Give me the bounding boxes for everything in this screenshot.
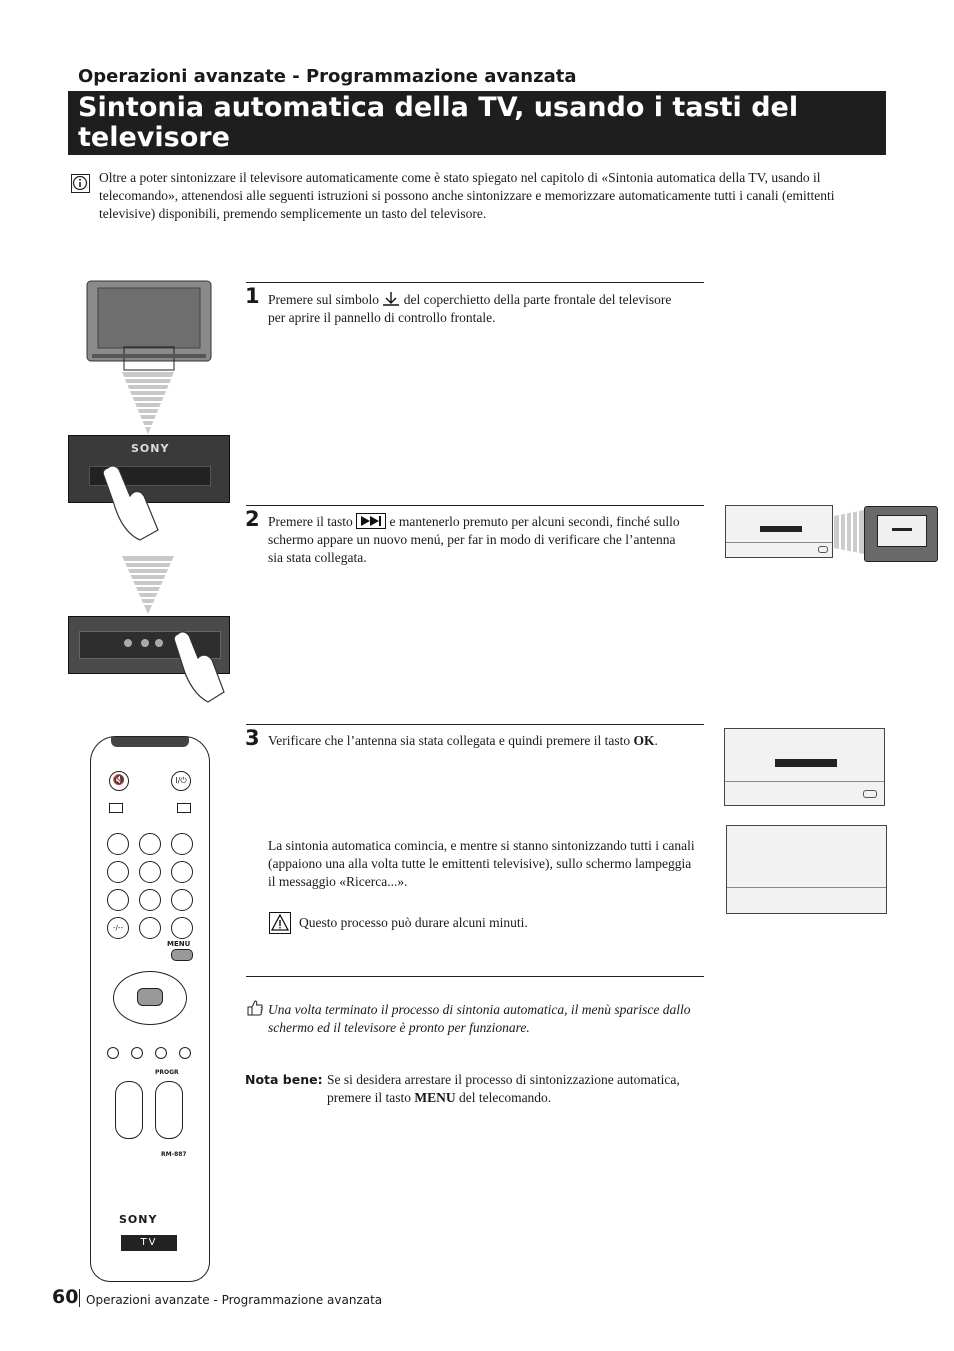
page-number: 60: [52, 1286, 79, 1308]
menu-button[interactable]: [171, 949, 193, 961]
footer-text: Operazioni avanzate - Programmazione avanzata: [86, 1293, 383, 1307]
tv-brand-logo: SONY: [131, 442, 170, 455]
joystick[interactable]: [113, 971, 187, 1025]
input-icon[interactable]: [177, 803, 191, 813]
power-button[interactable]: I/⏻: [171, 771, 191, 791]
fast-forward-icon: [356, 513, 386, 529]
step-2-text-before: Premere il tasto: [268, 514, 353, 529]
num-button[interactable]: [171, 833, 193, 855]
thumbs-up-icon: [246, 999, 264, 1017]
step-number: 2: [245, 507, 260, 531]
intro-paragraph: Oltre a poter sintonizzare il televisore automaticamente come è stato spiegato nel capitolo di «Sintonia automatica della TV, usando il telecomando», attenendosi alle seguenti istruzioni si possono anche sintonizzare e memorizzare automaticamente tutti i canali (emittenti televisive) disponibili, premendo semplicemente un tasto del televisore.: [99, 170, 835, 221]
progr-label: PROGR: [155, 1069, 179, 1076]
step-1-text: [268, 291, 688, 327]
hand-icon: [100, 460, 162, 542]
step-3-detail: La sintonia automatica comincia, e mentre si stanno sintonizzando tutti i canali (appaiono una alla volta tutte le emittenti televisive), sullo schermo lampeggia il messaggio «Ricerca...».: [268, 838, 695, 889]
menu-label: MENU: [167, 940, 191, 948]
num-button[interactable]: [139, 833, 161, 855]
step-divider: [246, 976, 704, 977]
hand-icon: [172, 628, 228, 704]
tv-label: TV: [121, 1235, 177, 1251]
remote-brand: SONY: [119, 1213, 158, 1226]
zoom-funnel-1: [122, 372, 174, 434]
num-button[interactable]: [171, 861, 193, 883]
ok-label: OK: [633, 733, 655, 748]
model-label: RM-887: [161, 1151, 187, 1158]
num-button[interactable]: [139, 917, 161, 939]
ok-button[interactable]: [137, 988, 163, 1006]
search-screen: [726, 825, 887, 914]
step-2-text-after: e mantenerlo premuto per alcuni secondi, finché sullo schermo appare un nuovo menú, per far in modo di verificare che l’antenna sia stata collegata.: [268, 514, 680, 565]
program-rocker[interactable]: [155, 1081, 183, 1139]
tv-front-illustration: [84, 280, 214, 372]
warning-icon: [269, 912, 291, 934]
recall-button[interactable]: [171, 917, 193, 939]
dash-button[interactable]: -/--: [107, 917, 129, 939]
num-button[interactable]: [171, 889, 193, 911]
zoom-funnel-2: [122, 556, 174, 614]
tip-text: Una volta terminato il processo di sintonia automatica, il menù sparisce dallo schermo ed il televisore è pronto per funzionare.: [268, 1002, 691, 1035]
step-divider: [246, 505, 704, 506]
tv-small-illustration: [864, 506, 938, 562]
volume-rocker[interactable]: [115, 1081, 143, 1139]
step-1-text-after: del coperchietto della parte frontale del televisore per aprire il pannello di controllo frontale.: [268, 292, 672, 325]
color-button[interactable]: [107, 1047, 119, 1059]
note-text: [327, 1071, 707, 1107]
mute-button[interactable]: 🔇: [109, 771, 129, 791]
num-button[interactable]: [107, 889, 129, 911]
num-button[interactable]: [107, 861, 129, 883]
note-label: Nota bene:: [245, 1072, 323, 1087]
step-1-text-before: Premere sul simbolo: [268, 292, 379, 307]
step-number: 3: [245, 726, 260, 750]
zoom-funnel-3: [834, 510, 864, 554]
num-button[interactable]: [139, 889, 161, 911]
step-2-text: [268, 513, 688, 567]
step-3-text-before: Verificare che l’antenna sia stata collegata e quindi premere il tasto: [268, 733, 631, 748]
step-3-text-end: .: [654, 733, 658, 748]
menu-screen-preview: [725, 505, 833, 558]
antenna-check-screen: [724, 728, 885, 806]
remote-control: [90, 736, 210, 1282]
step-3-text: [268, 732, 698, 750]
teletext-icon[interactable]: [109, 803, 123, 813]
page-title: Sintonia automatica della TV, usando i tasti del televisore: [68, 91, 886, 155]
section-title: Operazioni avanzate - Programmazione avanzata: [78, 66, 577, 87]
note-text-before: Se si desidera arrestare il processo di sintonizzazione automatica, premere il tasto: [327, 1072, 680, 1105]
note-text-after: del telecomando.: [458, 1090, 552, 1105]
step-divider: [246, 724, 704, 725]
step-number: 1: [245, 284, 260, 308]
step-divider: [246, 282, 704, 283]
num-button[interactable]: [107, 833, 129, 855]
footer-divider: [79, 1289, 80, 1307]
num-button[interactable]: [139, 861, 161, 883]
color-button[interactable]: [179, 1047, 191, 1059]
color-button[interactable]: [131, 1047, 143, 1059]
menu-key-label: MENU: [414, 1090, 456, 1105]
warning-text: Questo processo può durare alcuni minuti.: [299, 915, 528, 930]
color-button[interactable]: [155, 1047, 167, 1059]
open-symbol-icon: [382, 291, 400, 307]
info-icon: [71, 174, 90, 193]
